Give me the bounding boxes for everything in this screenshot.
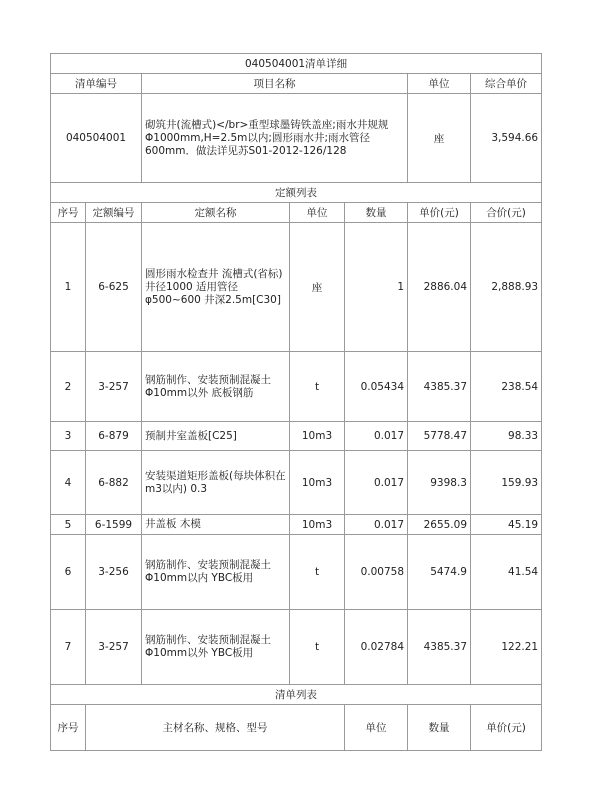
quota-qty: 0.017	[345, 515, 408, 535]
quota-unit-price-header: 单价(元)	[408, 203, 471, 223]
quota-total: 159.93	[471, 451, 542, 515]
quota-code: 6-1599	[86, 515, 142, 535]
quota-unit-price: 4385.37	[408, 610, 471, 685]
quota-row	[51, 451, 542, 515]
quota-row	[51, 422, 542, 451]
quota-row	[51, 610, 542, 685]
quota-qty-header: 数量	[345, 203, 408, 223]
bill-code: 040504001	[51, 94, 142, 183]
quota-total: 238.54	[471, 352, 542, 422]
bill-code-header: 清单编号	[51, 74, 142, 94]
quota-unit: t	[290, 610, 345, 685]
quota-total-header: 合价(元)	[471, 203, 542, 223]
quota-unit-header: 单位	[290, 203, 345, 223]
quota-name: 预制井室盖板[C25]	[142, 422, 290, 451]
bill-unit: 座	[408, 94, 471, 183]
quota-total: 2,888.93	[471, 223, 542, 352]
bill-price: 3,594.66	[471, 94, 542, 183]
quota-unit-price: 9398.3	[408, 451, 471, 515]
bill-row	[51, 94, 542, 183]
quota-name: 安装渠道矩形盖板(每块体积在m3以内) 0.3	[142, 451, 290, 515]
quota-code: 3-256	[86, 535, 142, 610]
bill-header-row	[51, 74, 542, 94]
material-qty-header: 数量	[408, 705, 471, 751]
quota-seq: 1	[51, 223, 86, 352]
quota-unit-price: 4385.37	[408, 352, 471, 422]
quota-seq: 2	[51, 352, 86, 422]
quota-unit: 10m3	[290, 422, 345, 451]
quota-name: 钢筋制作、安装预制混凝土Φ10mm以内 YBC板用	[142, 535, 290, 610]
quota-row	[51, 352, 542, 422]
quota-seq: 4	[51, 451, 86, 515]
table-title: 040504001清单详细	[51, 54, 542, 74]
bill-name: 砌筑井(流槽式)</br>重型球墨铸铁盖座;雨水井规规Φ1000mm,H=2.5m以内;圆形雨水井;雨水管径600mm．做法详见苏S01-2012-126/128	[142, 94, 408, 183]
quota-code: 6-625	[86, 223, 142, 352]
quota-seq: 7	[51, 610, 86, 685]
quota-unit: t	[290, 535, 345, 610]
quota-unit: 10m3	[290, 451, 345, 515]
quota-name: 井盖板 木模	[142, 515, 290, 535]
quota-code: 6-879	[86, 422, 142, 451]
bill-detail-table	[50, 53, 542, 751]
material-unit-header: 单位	[345, 705, 408, 751]
quota-total: 41.54	[471, 535, 542, 610]
quota-code-header: 定额编号	[86, 203, 142, 223]
quota-qty: 0.05434	[345, 352, 408, 422]
quota-total: 98.33	[471, 422, 542, 451]
quota-row	[51, 223, 542, 352]
quota-unit-price: 5474.9	[408, 535, 471, 610]
quota-name-header: 定额名称	[142, 203, 290, 223]
quota-name: 钢筋制作、安装预制混凝土Φ10mm以外 底板钢筋	[142, 352, 290, 422]
quota-seq-header: 序号	[51, 203, 86, 223]
quota-seq: 6	[51, 535, 86, 610]
quota-qty: 0.017	[345, 422, 408, 451]
quota-unit-price: 2655.09	[408, 515, 471, 535]
quota-code: 6-882	[86, 451, 142, 515]
material-seq-header: 序号	[51, 705, 86, 751]
quota-qty: 1	[345, 223, 408, 352]
quota-section-title: 定额列表	[51, 183, 542, 203]
quota-seq: 5	[51, 515, 86, 535]
quota-total: 122.21	[471, 610, 542, 685]
quota-unit: 10m3	[290, 515, 345, 535]
quota-qty: 0.02784	[345, 610, 408, 685]
quota-code: 3-257	[86, 610, 142, 685]
quota-code: 3-257	[86, 352, 142, 422]
bill-unit-header: 单位	[408, 74, 471, 94]
quota-unit: t	[290, 352, 345, 422]
bill-name-header: 项目名称	[142, 74, 408, 94]
quota-unit-price: 2886.04	[408, 223, 471, 352]
quota-seq: 3	[51, 422, 86, 451]
quota-unit: 座	[290, 223, 345, 352]
material-section-title: 清单列表	[51, 685, 542, 705]
material-name-header: 主材名称、规格、型号	[86, 705, 345, 751]
material-header-row	[51, 705, 542, 751]
quota-qty: 0.017	[345, 451, 408, 515]
material-unit-price-header: 单价(元)	[471, 705, 542, 751]
quota-name: 钢筋制作、安装预制混凝土Φ10mm以外 YBC板用	[142, 610, 290, 685]
quota-name: 圆形雨水检查井 流槽式(省标)井径1000 适用管径φ500~600 井深2.5m[C30]	[142, 223, 290, 352]
quota-unit-price: 5778.47	[408, 422, 471, 451]
quota-total: 45.19	[471, 515, 542, 535]
bill-price-header: 综合单价	[471, 74, 542, 94]
quota-row	[51, 535, 542, 610]
quota-header-row	[51, 203, 542, 223]
quota-row	[51, 515, 542, 535]
quota-qty: 0.00758	[345, 535, 408, 610]
